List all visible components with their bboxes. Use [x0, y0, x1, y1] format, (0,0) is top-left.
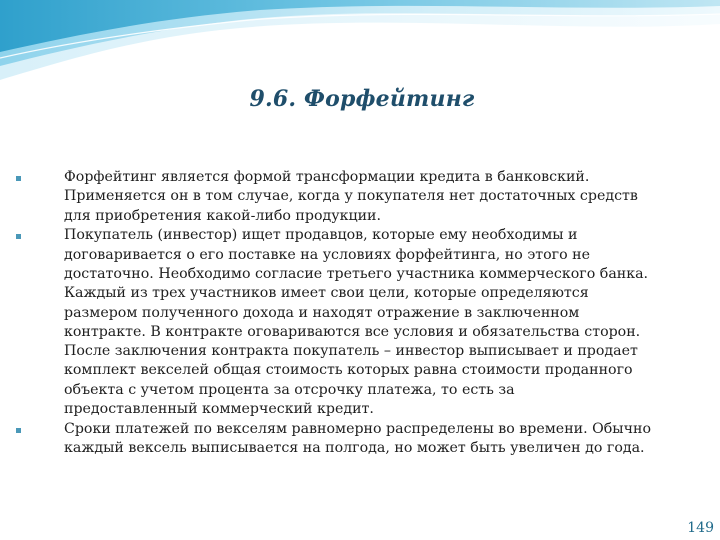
list-item: [12, 168, 652, 226]
list-item-text: Сроки платежей по векселям равномерно распределены во времени. Обычно каждый вексель выписывается на полгода, но может быть увеличен до года.: [64, 420, 651, 457]
list-item: [12, 420, 652, 459]
list-item-text: Форфейтинг является формой трансформации кредита в банковский. Применяется он в том случае, когда у покупателя нет достаточных средств для приобретения какой-либо продукции.: [64, 169, 638, 224]
page-number: 149: [687, 520, 714, 536]
list-item: [12, 226, 652, 419]
bullet-list: [12, 168, 652, 459]
square-bullet-icon: [16, 176, 21, 181]
square-bullet-icon: [16, 428, 21, 433]
list-item-text: Покупатель (инвестор) ищет продавцов, которые ему необходимы и договаривается о его поставке на условиях форфейтинга, но этого не достаточно. Необходимо согласие третьего участника коммерческого банка. Каждый из трех участников имеет свои цели, которые определяются размером полученного дохода и находят отражение в заключенном контракте. В контракте оговариваются все условия и обязательства сторон. После заключения контракта покупатель – инвестор выписывает и продает комплект векселей общая стоимость которых равна стоимости проданного объекта с учетом процента за отсрочку платежа, то есть за предоставленный коммерческий кредит.: [64, 227, 649, 418]
square-bullet-icon: [16, 234, 21, 239]
slide-title: 9.6. Форфейтинг: [249, 86, 475, 112]
header-wave-decoration: [0, 0, 720, 90]
